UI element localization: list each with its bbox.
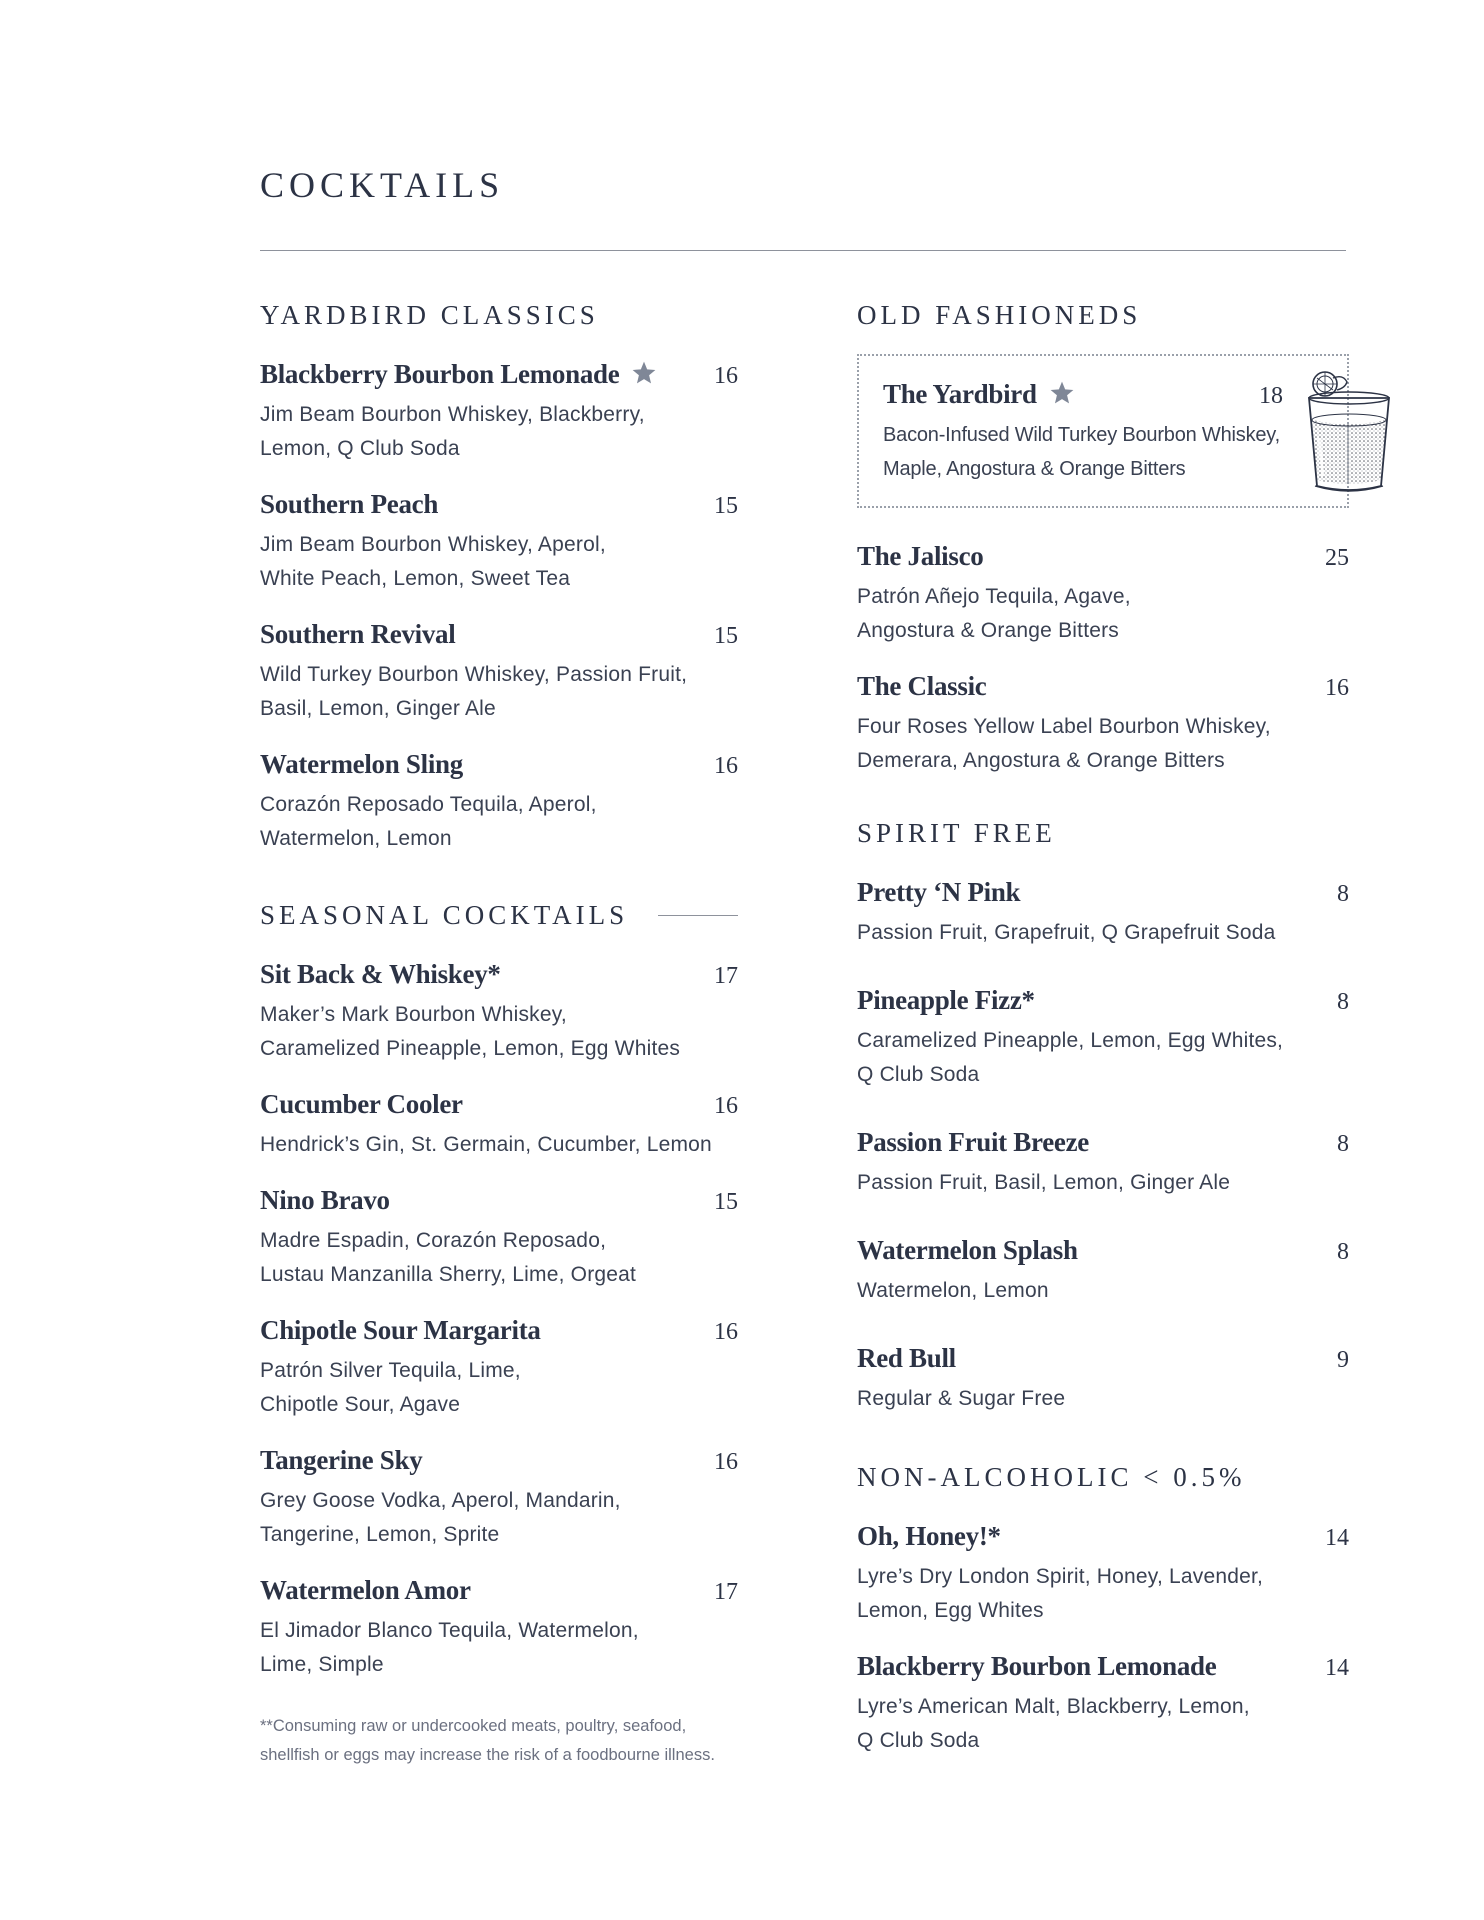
item-description: Four Roses Yellow Label Bourbon Whiskey, Demerara, Angostura & Orange Bitters	[857, 715, 1271, 772]
menu-item	[260, 1440, 738, 1552]
item-price: 15	[714, 493, 738, 519]
item-price: 14	[1325, 1655, 1349, 1681]
left-column	[260, 298, 738, 1682]
menu-item	[857, 872, 1349, 950]
menu-item	[857, 1230, 1349, 1308]
item-name: Cucumber Cooler	[260, 1089, 463, 1119]
item-price: 8	[1337, 989, 1349, 1015]
menu-item	[857, 1516, 1349, 1628]
item-name: Watermelon Splash	[857, 1235, 1078, 1265]
item-description: Patrón Silver Tequila, Lime, Chipotle Sour, Agave	[260, 1359, 521, 1416]
item-description: Passion Fruit, Basil, Lemon, Ginger Ale	[857, 1171, 1231, 1194]
item-price: 16	[714, 753, 738, 779]
item-name: Blackberry Bourbon Lemonade	[260, 359, 620, 389]
menu-item	[857, 1122, 1349, 1200]
menu-item	[260, 954, 738, 1066]
item-description: Passion Fruit, Grapefruit, Q Grapefruit Soda	[857, 921, 1276, 944]
section-divider	[658, 915, 738, 916]
featured-item-box	[857, 354, 1349, 508]
item-description: Corazón Reposado Tequila, Aperol, Watermelon, Lemon	[260, 793, 597, 850]
item-description: Madre Espadin, Corazón Reposado, Lustau Manzanilla Sherry, Lime, Orgeat	[260, 1229, 637, 1286]
menu-item	[260, 614, 738, 726]
item-description: Hendrick’s Gin, St. Germain, Cucumber, Lemon	[260, 1133, 712, 1156]
item-name: Southern Revival	[260, 619, 456, 649]
item-price: 16	[714, 363, 738, 389]
right-column	[857, 298, 1349, 1758]
item-name: Watermelon Sling	[260, 749, 463, 779]
item-description: Wild Turkey Bourbon Whiskey, Passion Fruit, Basil, Lemon, Ginger Ale	[260, 663, 688, 720]
item-name: Blackberry Bourbon Lemonade	[857, 1651, 1217, 1681]
menu-item	[260, 1180, 738, 1292]
title-divider	[260, 250, 1346, 251]
item-name: Tangerine Sky	[260, 1445, 423, 1475]
item-price: 8	[1337, 1131, 1349, 1157]
item-name: Watermelon Amor	[260, 1575, 471, 1605]
item-description: Bacon-Infused Wild Turkey Bourbon Whiskey, Maple, Angostura & Orange Bitters	[883, 424, 1280, 480]
section-title-old-fashioneds: OLD FASHIONEDS	[857, 300, 1142, 330]
item-price: 15	[714, 1189, 738, 1215]
star-icon	[1049, 380, 1075, 406]
menu-item	[857, 980, 1349, 1092]
section-title-yardbird-classics: YARDBIRD CLASSICS	[260, 300, 599, 330]
menu-item	[260, 484, 738, 596]
item-name: The Classic	[857, 671, 987, 701]
section-title-seasonal-cocktails: SEASONAL COCKTAILS	[260, 898, 738, 932]
page-title: COCKTAILS	[260, 165, 505, 205]
menu-item	[857, 666, 1349, 778]
item-description: Patrón Añejo Tequila, Agave, Angostura & Orange Bitters	[857, 585, 1131, 642]
menu-item	[260, 1084, 738, 1162]
item-price: 25	[1325, 545, 1349, 571]
item-name: The Yardbird	[883, 379, 1037, 409]
item-description: Grey Goose Vodka, Aperol, Mandarin, Tangerine, Lemon, Sprite	[260, 1489, 621, 1546]
item-name: Nino Bravo	[260, 1185, 390, 1215]
menu-item	[260, 744, 738, 856]
item-price: 16	[714, 1449, 738, 1475]
menu-item	[857, 1646, 1349, 1758]
item-price: 16	[714, 1319, 738, 1345]
old-fashioned-glass-icon	[1303, 368, 1395, 496]
item-description: Maker’s Mark Bourbon Whiskey, Caramelized Pineapple, Lemon, Egg Whites	[260, 1003, 681, 1060]
menu-item	[857, 536, 1349, 648]
section-title-spirit-free: SPIRIT FREE	[857, 818, 1056, 848]
item-description: Regular & Sugar Free	[857, 1387, 1066, 1410]
item-description: Lyre’s American Malt, Blackberry, Lemon, Q Club Soda	[857, 1695, 1250, 1752]
item-description: El Jimador Blanco Tequila, Watermelon, Lime, Simple	[260, 1619, 639, 1676]
item-name: Sit Back & Whiskey*	[260, 959, 501, 989]
item-price: 15	[714, 623, 738, 649]
menu-item	[260, 354, 738, 466]
item-name: Oh, Honey!*	[857, 1521, 1001, 1551]
item-name: Passion Fruit Breeze	[857, 1127, 1089, 1157]
item-name: Southern Peach	[260, 489, 439, 519]
item-price: 9	[1337, 1347, 1349, 1373]
item-price: 14	[1325, 1525, 1349, 1551]
menu-item	[260, 1570, 738, 1682]
item-description: Caramelized Pineapple, Lemon, Egg Whites, Q Club Soda	[857, 1029, 1284, 1086]
item-price: 8	[1337, 1239, 1349, 1265]
item-name: Chipotle Sour Margarita	[260, 1315, 541, 1345]
menu-item	[857, 1338, 1349, 1416]
item-description: Watermelon, Lemon	[857, 1279, 1049, 1302]
menu-item	[260, 1310, 738, 1422]
footnote: **Consuming raw or undercooked meats, poultry, seafood, shellfish or eggs may increase the risk of a foodbourne illness.	[260, 1717, 715, 1764]
item-price: 18	[1259, 383, 1283, 409]
section-title-non-alcoholic: NON-ALCOHOLIC < 0.5%	[857, 1462, 1246, 1492]
item-name: The Jalisco	[857, 541, 984, 571]
item-name: Pretty ‘N Pink	[857, 877, 1021, 907]
item-price: 17	[714, 1579, 738, 1605]
item-description: Jim Beam Bourbon Whiskey, Blackberry, Lemon, Q Club Soda	[260, 403, 645, 460]
item-price: 17	[714, 963, 738, 989]
star-icon	[631, 360, 657, 386]
item-price: 16	[714, 1093, 738, 1119]
item-price: 16	[1325, 675, 1349, 701]
item-name: Red Bull	[857, 1343, 956, 1373]
item-description: Jim Beam Bourbon Whiskey, Aperol, White Peach, Lemon, Sweet Tea	[260, 533, 606, 590]
item-name: Pineapple Fizz*	[857, 985, 1035, 1015]
item-description: Lyre’s Dry London Spirit, Honey, Lavender, Lemon, Egg Whites	[857, 1565, 1264, 1622]
item-price: 8	[1337, 881, 1349, 907]
